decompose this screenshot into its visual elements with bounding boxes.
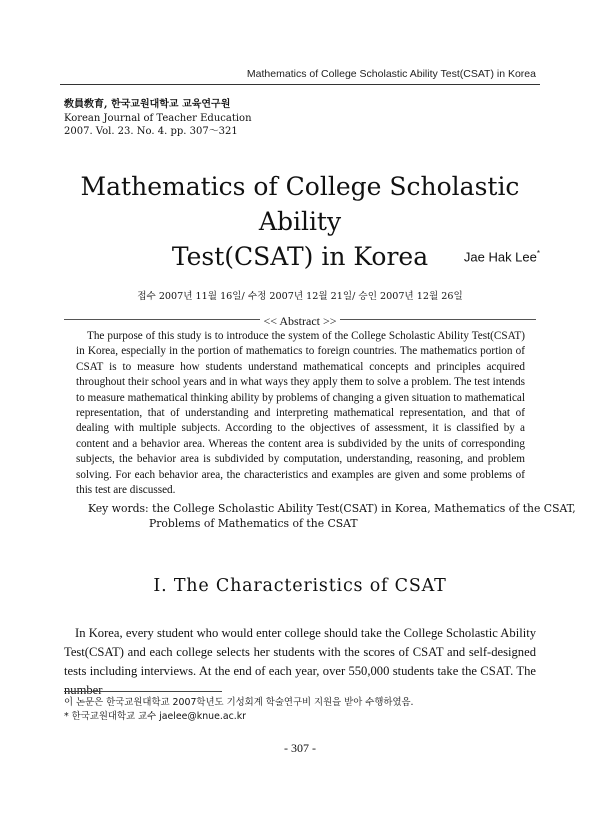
footnote-rule [64,691,222,692]
journal-citation: 2007. Vol. 23. No. 4. pp. 307～321 [64,126,238,137]
abstract-heading: << Abstract >> [263,314,337,328]
keywords-text: the College Scholastic Ability Test(CSAT) in Korea, Mathematics of the CSAT, Problems of Mathematics of the CSAT [149,502,576,530]
journal-info [64,98,252,139]
footnotes [64,696,414,724]
abstract-text: The purpose of this study is to introduce the system of the College Scholastic Ability Test(CSAT) in Korea, especially in the portion of mathematics to foreign countries. The mathematics portion of CSAT is to measure how students understand mathematical concepts and principles acquired throughout their school years and in what ways they apply them to solve a problem. The test intends to measure mathematical thinking ability by problems of changing a given situation to mathematical representation, that of understanding and interpreting mathematical representation, and that of dealing with multiple subjects. According to the objectives of assessment, it is classified by a content and a behavior area. Whereas the content area is subdivided by the units of corresponding subjects, the behavior area is subdivided by computation, understanding, reasoning, and problem solving. For each behavior area, the characteristics and examples are given and some problems of this test are discussed. [76,330,525,497]
author [464,249,540,264]
body-paragraph: In Korea, every student who would enter college should take the College Scholastic Ability Test(CSAT) and each college selects her students with the scores of CSAT and self-designed tests including interviews. At the end of each year, over 550,000 students take the CSAT. The number [64,626,536,697]
journal-korean-name: 敎員敎育, 한국교원대학교 교육연구원 [64,99,231,110]
keywords-label: Key words: [88,502,149,515]
running-header: Mathematics of College Scholastic Ability Test(CSAT) in Korea [246,68,536,80]
abstract-rule-right [340,319,536,320]
header-rule [60,84,540,85]
submission-dates: 접수 2007년 11월 16일/ 수정 2007년 12월 21일/ 승인 2007년 12월 26일 [137,291,463,302]
footnote-funding: 이 논문은 한국교원대학교 2007학년도 기성회계 학술연구비 지원을 받아 수행하였음. [64,697,414,708]
journal-english-name: Korean Journal of Teacher Education [64,112,252,124]
author-name: Jae Hak Lee [463,249,537,265]
footnote-author: * 한국교원대학교 교수 jaelee@knue.ac.kr [64,711,246,722]
page-number: - 307 - [284,741,316,755]
paper-title-line-1: Mathematics of College Scholastic Ability [80,171,520,236]
keywords [88,502,589,531]
section-heading: I. The Characteristics of CSAT [153,576,447,596]
paper-title-line-2: Test(CSAT) in Korea [171,241,429,271]
author-footnote-mark: * [536,249,540,258]
